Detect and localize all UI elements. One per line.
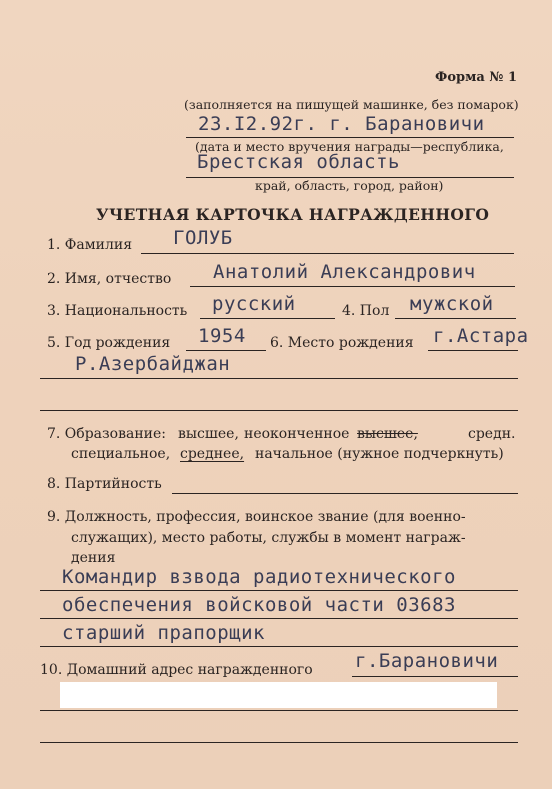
education-option-secondary-abbr: средн. [468, 426, 516, 442]
education-option-primary: начальное (нужное подчеркнуть) [255, 446, 504, 462]
education-label: 7. Образование: [47, 426, 166, 442]
birth-place-line-3 [40, 410, 518, 411]
position-line-3 [40, 646, 518, 647]
position-label-3: дения [71, 550, 116, 566]
party-label: 8. Партийность [47, 476, 162, 492]
education-option-higher: высшее, [178, 426, 239, 442]
name-value: Анатолий Александрович [213, 261, 476, 283]
education-option-higher-struck: высшее, [357, 426, 418, 442]
birth-place-label: 6. Место рождения [270, 335, 414, 351]
education-option-special: специальное, [71, 446, 171, 462]
instruction-text: (заполняется на пишущей машинке, без помарок) [184, 97, 519, 112]
nationality-line [200, 318, 335, 319]
award-date-line [186, 137, 514, 138]
birth-place-value-2: Р.Азербайджан [75, 353, 231, 375]
nationality-value: русский [212, 293, 296, 315]
form-number: Форма № 1 [435, 70, 518, 85]
sex-label: 4. Пол [342, 303, 390, 319]
position-line-1 [40, 590, 518, 591]
position-value-3: старший прапорщик [62, 622, 265, 644]
birth-year-value: 1954 [198, 325, 246, 347]
card-title: УЧЕТНАЯ КАРТОЧКА НАГРАЖДЕННОГО [96, 205, 490, 224]
birth-place-line-1 [428, 350, 518, 351]
hint-region: край, область, город, район) [255, 178, 444, 193]
sex-value: мужской [410, 293, 494, 315]
redaction-box [60, 682, 497, 708]
surname-value: ГОЛУБ [173, 227, 233, 249]
surname-label: 1. Фамилия [47, 237, 133, 253]
position-label-2: служащих), место работы, службы в момент награж- [71, 530, 466, 546]
surname-line [141, 253, 514, 254]
nationality-label: 3. Национальность [47, 303, 188, 319]
position-value-2: обеспечения войсковой части 03683 [62, 594, 456, 616]
address-value: г.Барановичи [355, 650, 499, 672]
address-label: 10. Домашний адрес награжденного [40, 662, 313, 678]
birth-year-line [186, 350, 266, 351]
sex-line [395, 318, 516, 319]
position-value-1: Командир взвода радиотехнического [62, 566, 456, 588]
region-typed: Брестская область [197, 151, 400, 173]
award-date-place: 23.I2.92г. г. Барановичи [198, 113, 485, 135]
name-label: 2. Имя, отчество [47, 271, 172, 287]
hint-date-place: (дата и место вручения награды—республика, [195, 139, 504, 154]
position-label-1: 9. Должность, профессия, воинское звание (для военно- [47, 509, 466, 525]
birth-year-label: 5. Год рождения [47, 335, 171, 351]
party-line [172, 493, 518, 494]
birth-place-line-2 [40, 378, 518, 379]
address-line-3 [40, 742, 518, 743]
education-option-incomplete: неоконченное [244, 426, 350, 442]
address-line-1 [352, 676, 518, 677]
position-line-2 [40, 618, 518, 619]
birth-place-value-1: г.Астара [433, 325, 529, 347]
name-line [190, 286, 515, 287]
address-line-2 [40, 710, 518, 711]
education-option-secondary: среднее, [180, 446, 245, 462]
